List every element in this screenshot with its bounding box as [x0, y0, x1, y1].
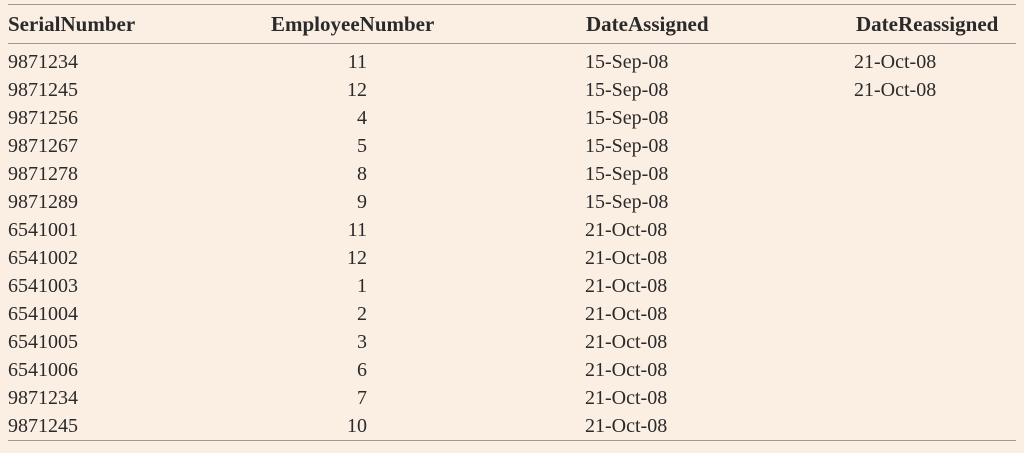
- cell-date-reassigned: [672, 272, 1016, 300]
- cell-serial-number: 9871234: [8, 386, 78, 409]
- cell-serial-number: 6541002: [8, 246, 78, 269]
- cell-date-reassigned: [672, 412, 1016, 441]
- cell-date-assigned: 15-Sep-08: [585, 106, 669, 129]
- cell-serial-number: 9871278: [8, 162, 78, 185]
- cell-serial-number: 6541001: [8, 218, 78, 241]
- table-row: [8, 104, 1016, 132]
- employee-number-value: 6: [357, 358, 367, 381]
- employee-number-value: 7: [357, 386, 367, 409]
- table-row: [8, 76, 1016, 104]
- cell-employee-number: [193, 188, 367, 216]
- cell-serial-number: 6541004: [8, 302, 78, 325]
- cell-date-reassigned: [672, 132, 1016, 160]
- employee-number-value: 5: [357, 134, 367, 157]
- cell-date-reassigned: [672, 300, 1016, 328]
- cell-employee-number: [193, 272, 367, 300]
- header-serial-number: SerialNumber: [8, 11, 136, 36]
- cell-date-reassigned: [672, 244, 1016, 272]
- employee-number-value: 11: [347, 50, 367, 73]
- employee-number-value: 3: [357, 330, 367, 353]
- cell-employee-number: [193, 384, 367, 412]
- cell-employee-number: [193, 104, 367, 132]
- cell-serial-number: 9871267: [8, 134, 78, 157]
- employee-number-value: 12: [347, 246, 367, 269]
- table-row: [8, 412, 1016, 441]
- cell-date-assigned: 15-Sep-08: [585, 190, 669, 213]
- table-row: [8, 272, 1016, 300]
- cell-employee-number: [193, 160, 367, 188]
- cell-date-reassigned: 21-Oct-08: [854, 50, 937, 73]
- cell-serial-number: 9871245: [8, 414, 78, 437]
- cell-date-reassigned: [672, 104, 1016, 132]
- cell-date-reassigned: [672, 328, 1016, 356]
- cell-employee-number: [193, 244, 367, 272]
- cell-date-assigned: 21-Oct-08: [585, 414, 668, 437]
- cell-employee-number: [193, 76, 367, 104]
- table-row: [8, 328, 1016, 356]
- cell-employee-number: [193, 44, 367, 77]
- cell-employee-number: [193, 300, 367, 328]
- header-date-assigned: DateAssigned: [586, 11, 709, 36]
- table-row: [8, 132, 1016, 160]
- table-row: [8, 300, 1016, 328]
- header-date-reassigned: DateReassigned: [856, 11, 999, 36]
- cell-employee-number: [193, 328, 367, 356]
- table-row: [8, 216, 1016, 244]
- table-body: [8, 44, 1016, 441]
- cell-employee-number: [193, 216, 367, 244]
- cell-date-assigned: 21-Oct-08: [585, 246, 668, 269]
- cell-employee-number: [193, 132, 367, 160]
- header-employee-number: EmployeeNumber: [271, 11, 435, 36]
- cell-serial-number: 6541003: [8, 274, 78, 297]
- cell-date-assigned: 15-Sep-08: [585, 50, 669, 73]
- cell-serial-number: 9871234: [8, 50, 78, 73]
- cell-serial-number: 9871289: [8, 190, 78, 213]
- cell-date-assigned: 15-Sep-08: [585, 134, 669, 157]
- table-row: [8, 44, 1016, 77]
- cell-serial-number: 9871245: [8, 78, 78, 101]
- cell-serial-number: 9871256: [8, 106, 78, 129]
- employee-number-value: 1: [357, 274, 367, 297]
- employee-number-value: 2: [357, 302, 367, 325]
- employee-number-value: 9: [357, 190, 367, 213]
- cell-date-assigned: 21-Oct-08: [585, 302, 668, 325]
- cell-date-reassigned: 21-Oct-08: [854, 78, 937, 101]
- cell-serial-number: 6541005: [8, 330, 78, 353]
- cell-date-assigned: 15-Sep-08: [585, 162, 669, 185]
- cell-date-assigned: 15-Sep-08: [585, 78, 669, 101]
- cell-date-assigned: 21-Oct-08: [585, 358, 668, 381]
- cell-date-assigned: 21-Oct-08: [585, 386, 668, 409]
- employee-number-value: 12: [347, 78, 367, 101]
- header-row: [8, 5, 1016, 44]
- employee-number-value: 4: [357, 106, 367, 129]
- table-row: [8, 188, 1016, 216]
- cell-date-reassigned: [672, 188, 1016, 216]
- employee-number-value: 10: [347, 414, 367, 437]
- table-row: [8, 244, 1016, 272]
- table-row: [8, 384, 1016, 412]
- cell-date-reassigned: [672, 216, 1016, 244]
- assignment-table: [8, 4, 1016, 441]
- cell-serial-number: 6541006: [8, 358, 78, 381]
- cell-date-reassigned: [672, 384, 1016, 412]
- cell-employee-number: [193, 412, 367, 441]
- cell-employee-number: [193, 356, 367, 384]
- cell-date-reassigned: [672, 356, 1016, 384]
- table-row: [8, 160, 1016, 188]
- cell-date-reassigned: [672, 160, 1016, 188]
- cell-date-assigned: 21-Oct-08: [585, 330, 668, 353]
- employee-number-value: 11: [347, 218, 367, 241]
- cell-date-assigned: 21-Oct-08: [585, 274, 668, 297]
- employee-number-value: 8: [357, 162, 367, 185]
- cell-date-assigned: 21-Oct-08: [585, 218, 668, 241]
- table-row: [8, 356, 1016, 384]
